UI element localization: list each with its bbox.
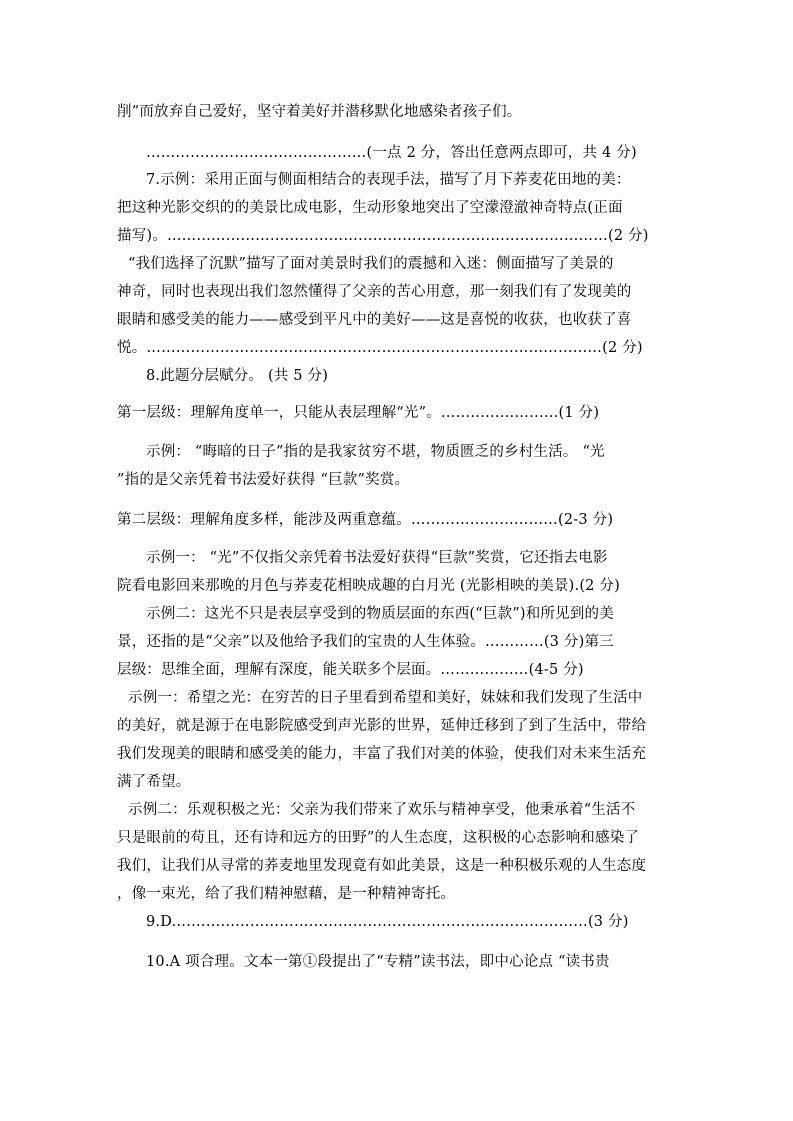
text-line: 示例一： “光”不仅指父亲凭着书法爱好获得“巨款”奖赏，它还指去电影	[146, 550, 608, 566]
text-line: 第二层级：理解角度多样，能涉及两重意蕴。…………………………(2-3 分)	[117, 512, 614, 528]
text-line: 满了希望。	[117, 774, 191, 790]
text-line: 悦。…………………………………………………………………………………(2 分)	[117, 340, 643, 356]
text-line: 眼睛和感受美的能力——感受到平凡中的美好——这是喜悦的收获，也收获了喜	[117, 312, 632, 328]
text-line: 景，还指的是“父亲”以及他给予我们的宝贵的人生体验。…………(3 分)第三	[117, 634, 614, 650]
text-line: 示例二：这光不只是表层享受到的物质层面的东西(“巨款”)和所见到的美	[146, 606, 614, 622]
text-line: 10.A 项合理。文本一第①段提出了“专精”读书法，即中心论点 “读书贵	[146, 954, 610, 970]
text-line: 描写)。………………………………………………………………………………(2 分)	[117, 228, 649, 244]
text-line: 示例一：希望之光：在穷苦的日子里看到希望和美好，妹妹和我们发现了生活中	[128, 690, 643, 706]
text-line: 我们，让我们从寻常的荞麦地里发现竟有如此美景，这是一种积极乐观的人生态度	[117, 858, 647, 874]
text-line: ”指的是父亲凭着书法爱好获得 “巨款”奖赏。	[117, 472, 410, 488]
text-line: 示例： “晦暗的日子”指的是我家贫穷不堪，物质匮乏的乡村生活。 “光	[146, 444, 605, 460]
text-line: “我们选择了沉默”描写了面对美景时我们的震撼和入迷：侧面描写了美景的	[128, 256, 614, 272]
text-line: 神奇，同时也表现出我们忽然懂得了父亲的苦心用意，那一刻我们有了发现美的	[117, 284, 632, 300]
text-line: 第一层级：理解角度单一，只能从表层理解“光”。……………………(1 分)	[117, 405, 600, 421]
text-line: ，像一束光，给了我们精神慰藉，是一种精神寄托。	[117, 886, 456, 902]
text-line: 只是眼前的苟且，还有诗和远方的田野”的人生态度，这积极的心态影响和感染了	[117, 830, 640, 846]
text-line: 削”而放弃自己爱好，坚守着美好并潜移默化地感染者孩子们。	[117, 104, 522, 120]
text-line: 我们发现美的眼睛和感受美的能力，丰富了我们对美的体验，使我们对未来生活充	[117, 746, 647, 762]
text-line: 8.此题分层赋分。 (共 5 分)	[146, 368, 329, 384]
text-line: 把这种光影交织的的美景比成电影，生动形象地突出了空濛澄澈神奇特点(正面	[117, 200, 623, 216]
text-line: 9.D.…………………………………………………………………………(3 分)	[146, 914, 629, 930]
text-line: 的美好，就是源于在电影院感受到声光影的世界，延伸迁移到了到了生活中，带给	[117, 718, 647, 734]
text-line: 示例二：乐观积极之光：父亲为我们带来了欢乐与精神享受，他秉承着“生活不	[128, 802, 636, 818]
text-line: 院看电影回来那晚的月色与荞麦花相映成趣的白月光 (光影相映的美景).(2 分)	[117, 578, 620, 594]
text-line: 层级：思维全面，理解有深度，能关联多个层面。………………(4-5 分)	[117, 662, 584, 678]
text-line: 7.示例：采用正面与侧面相结合的表现手法，描写了月下荞麦花田地的美：	[146, 172, 631, 188]
text-line: ………………………………………(一点 2 分，答出任意两点即可，共 4 分)	[146, 145, 637, 161]
